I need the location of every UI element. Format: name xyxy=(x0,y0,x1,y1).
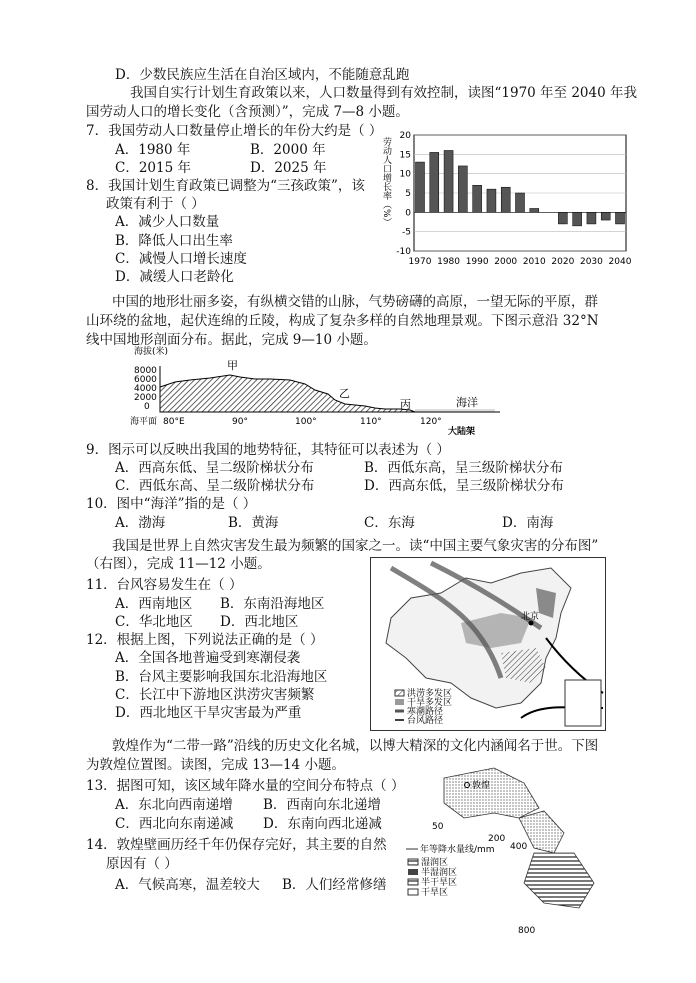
text-line: C．长江中下游地区洪涝灾害频繁 xyxy=(115,687,315,703)
y-tick-label: 20 xyxy=(399,131,411,141)
bar xyxy=(430,152,439,212)
text-line: A．全国各地普遍受到寒潮侵袭 xyxy=(115,650,301,666)
x-tick-label: 1970 xyxy=(408,257,432,267)
text-line: 10．图中“海洋”指的是（ ） xyxy=(86,496,257,512)
text-line: A．1980 年 xyxy=(115,142,191,158)
text-line: B．黄海 xyxy=(228,515,279,531)
beijing-label: 北京 xyxy=(521,612,540,622)
profile-ytick: 6000 xyxy=(134,375,157,385)
text-line: D．南海 xyxy=(502,515,554,531)
text-line: A．西南地区 xyxy=(115,596,193,612)
text-line: 7．我国劳动人口数量停止增长的年份大约是（ ） xyxy=(86,123,383,139)
text-line: D．2025 年 xyxy=(250,160,327,176)
svg-text:干旱区: 干旱区 xyxy=(421,888,449,898)
text-line: A．减少人口数量 xyxy=(115,214,220,230)
isoline-legend: 年等降水量线/mm xyxy=(420,845,495,855)
bar xyxy=(458,166,467,212)
x-tick-label: 2040 xyxy=(608,257,632,267)
text-line: C．西北向东南递减 xyxy=(115,816,234,832)
bar xyxy=(587,212,596,224)
text-line: 我国自实行计划生育政策以来，人口数量得到有效控制，读图“1970 年至 2040 年我 xyxy=(130,85,637,101)
x-tick-label: 2010 xyxy=(522,257,546,267)
text-line: B．西低东高，呈三级阶梯状分布 xyxy=(364,460,563,476)
x-tick-label: 1990 xyxy=(465,257,489,267)
text-line: 原因有（ ） xyxy=(106,856,178,872)
svg-text:湿润区: 湿润区 xyxy=(421,858,449,868)
bar xyxy=(473,185,482,212)
profile-xtick: 100° xyxy=(295,417,317,427)
bar xyxy=(516,193,525,212)
text-line: 11．台风容易发生在（ ） xyxy=(86,577,243,593)
text-line: A．气候高寒，温差较大 xyxy=(115,877,260,893)
dunhuang-map xyxy=(404,763,600,935)
label-ocean: 海洋 xyxy=(456,396,478,409)
bar xyxy=(487,189,496,212)
bar xyxy=(558,212,567,224)
svg-text:洪涝多发区: 洪涝多发区 xyxy=(407,689,453,699)
bar xyxy=(530,208,539,212)
bar xyxy=(416,162,425,212)
text-line: A．西高东低、呈二级阶梯状分布 xyxy=(115,460,314,476)
bar xyxy=(573,212,582,226)
text-line: B．降低人口出生率 xyxy=(115,233,233,249)
text-line: 国劳动人口的增长变化（含预测）”，完成 7—8 小题。 xyxy=(86,104,409,120)
text-line: 13．据图可知，该区域年降水量的空间分布特点（ ） xyxy=(86,778,405,794)
y-tick-label: 5 xyxy=(405,189,411,199)
isoline-label: 200 xyxy=(488,834,506,844)
text-line: （右图），完成 11—12 小题。 xyxy=(86,556,271,572)
text-line: 线中国地形剖面分布。据此，完成 9—10 小题。 xyxy=(86,332,377,348)
text-line: C．减慢人口增长速度 xyxy=(115,251,247,267)
profile-xtick: 120° xyxy=(420,417,442,427)
terrain-profile-figure xyxy=(130,342,510,436)
y-tick-label: 0 xyxy=(405,208,411,219)
text-line: D．减缓人口老龄化 xyxy=(115,269,234,285)
terrain-profile xyxy=(160,375,415,412)
svg-text:寒潮路径: 寒潮路径 xyxy=(407,707,444,717)
y-tick-label: -5 xyxy=(402,227,411,238)
map-legend xyxy=(395,687,452,726)
text-line: 山环绕的盆地，起伏连绵的丘陵，构成了复杂多样的自然地理景观。下图示意沿 32°N xyxy=(86,313,599,329)
y-tick-label: 15 xyxy=(399,150,411,161)
svg-text:半湿润区: 半湿润区 xyxy=(421,868,458,878)
label-jia: 甲 xyxy=(227,359,238,372)
bar xyxy=(501,187,510,212)
x-tick-label: 2030 xyxy=(579,257,603,267)
label-bing: 丙 xyxy=(400,398,411,411)
text-line: 我国是世界上自然灾害发生最为频繁的国家之一。读“中国主要气象灾害的分布图” xyxy=(112,538,599,554)
isoline-label: 50 xyxy=(432,822,444,832)
text-line: 为敦煌位置图。读图，完成 13—14 小题。 xyxy=(86,757,345,773)
text-line: B．东南沿海地区 xyxy=(220,596,325,612)
text-line: C．2015 年 xyxy=(115,160,191,176)
text-line: B．2000 年 xyxy=(250,142,326,158)
climate-legend xyxy=(408,856,457,898)
profile-ylabel: 海拔(米) xyxy=(134,347,169,357)
text-line: 政策有利于（ ） xyxy=(106,196,205,212)
y-tick-label: 10 xyxy=(399,169,411,180)
arid-region xyxy=(444,768,539,818)
isoline-label: 400 xyxy=(510,842,528,852)
text-line: 9．图示可以反映出我国的地势特征，其特征可以表述为（ ） xyxy=(86,442,450,458)
profile-xtick: 110° xyxy=(360,417,382,427)
label-shelf: 大陆架 xyxy=(448,427,476,436)
text-line: D．西北地区 xyxy=(220,614,299,630)
x-tick-label: 2000 xyxy=(494,257,518,267)
dunhuang-label: 敦煌 xyxy=(472,781,491,791)
text-line: D．西高东低，呈三级阶梯状分布 xyxy=(364,478,564,494)
profile-ytick: 0 xyxy=(144,402,150,412)
svg-text:半干旱区: 半干旱区 xyxy=(421,878,458,888)
x-tick-label: 2020 xyxy=(551,257,575,267)
bar xyxy=(601,212,610,220)
chart-ylabel: 劳动人口增长率（%） xyxy=(381,137,391,227)
semi-humid-region xyxy=(524,853,594,908)
text-line: 中国的地形壮丽多姿，有纵横交错的山脉，气势磅礴的高原，一望无际的平原，群 xyxy=(112,294,598,310)
profile-ytick: 8000 xyxy=(134,366,157,376)
bar xyxy=(444,150,453,212)
text-line: B．台风主要影响我国东北沿海地区 xyxy=(115,669,328,685)
isoline-label: 800 xyxy=(518,926,536,935)
labour-growth-chart xyxy=(378,127,634,269)
text-line: 12．根据上图，下列说法正确的是（ ） xyxy=(86,632,324,648)
text-line: 14．敦煌壁画历经千年仍保存完好，其主要的自然 xyxy=(86,837,387,853)
text-line: B．人们经常修缮 xyxy=(282,877,387,893)
text-line: 敦煌作为“二带一路”沿线的历史文化名城，以博大精深的文化内涵闻名于世。下图 xyxy=(112,738,599,754)
sea-level-label: 海平面 xyxy=(130,417,158,427)
text-line: D．西北地区干旱灾害最为严重 xyxy=(115,705,302,721)
y-tick-label: -10 xyxy=(396,247,411,257)
profile-xtick: 80°E xyxy=(163,417,185,427)
svg-text:台风路径: 台风路径 xyxy=(407,716,444,726)
profile-ytick: 2000 xyxy=(134,393,157,403)
text-line: A．东北向西南递增 xyxy=(115,797,233,813)
bar xyxy=(616,212,625,224)
text-line: B．西南向东北递增 xyxy=(263,797,381,813)
text-line: D．少数民族应生活在自治区域内，不能随意乱跑 xyxy=(115,67,410,83)
text-line: A．渤海 xyxy=(115,515,166,531)
profile-xtick: 90° xyxy=(232,417,248,427)
text-line: C．华北地区 xyxy=(115,614,193,630)
disaster-map xyxy=(370,557,606,731)
x-tick-label: 1980 xyxy=(437,257,461,267)
svg-text:干旱多发区: 干旱多发区 xyxy=(407,698,453,708)
text-line: C．西低东高、呈二级阶梯状分布 xyxy=(115,478,315,494)
south-sea-inset xyxy=(565,680,601,726)
text-line: D．东南向西北递减 xyxy=(263,816,382,832)
text-line: C．东海 xyxy=(364,515,415,531)
profile-ytick: 4000 xyxy=(134,384,157,394)
text-line: 8．我国计划生育政策已调整为“三孩政策”，该 xyxy=(86,178,365,194)
label-yi: 乙 xyxy=(339,387,350,400)
